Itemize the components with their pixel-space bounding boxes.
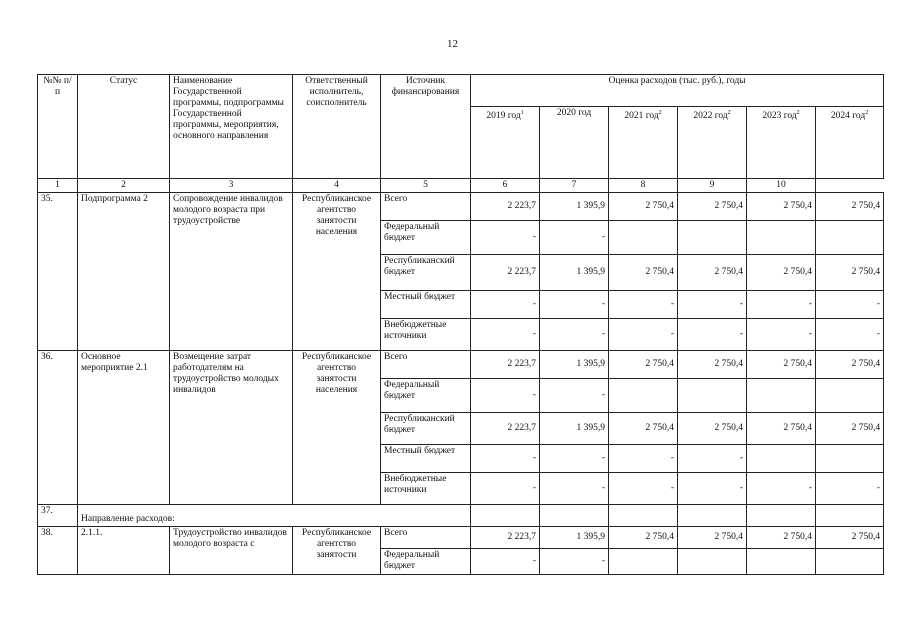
row-value: 2 223,7 (471, 193, 540, 221)
row-value: 2 750,4 (816, 413, 884, 445)
row-value: - (816, 473, 884, 505)
row-source: Республиканский бюджет (381, 413, 471, 445)
row-executor: Республиканское агентство занятости населения (293, 193, 381, 351)
header-year-label: 2019 год (486, 111, 521, 122)
row-source: Внебюджетные источники (381, 473, 471, 505)
header-year (747, 107, 816, 179)
row-source: Местный бюджет (381, 291, 471, 319)
header-year (471, 107, 540, 179)
row-value (816, 549, 884, 575)
row-value: 2 750,4 (678, 413, 747, 445)
row-number: 37. (38, 505, 78, 527)
row-value: 2 750,4 (747, 527, 816, 549)
budget-table (37, 74, 884, 575)
row-value: 2 750,4 (609, 413, 678, 445)
header-status: Статус (78, 75, 170, 179)
row-value: 1 395,9 (540, 255, 609, 291)
row-value (540, 505, 609, 527)
row-value: - (609, 473, 678, 505)
row-value (609, 505, 678, 527)
row-name: Сопровождение инвалидов молодого возраста при трудоустройстве (170, 193, 293, 351)
row-source: Всего (381, 193, 471, 221)
header-year-footnote: 2 (796, 110, 800, 116)
row-value: - (471, 549, 540, 575)
row-value: - (471, 445, 540, 473)
header-year-label: 2023 год (762, 111, 797, 122)
column-number: 9 (678, 179, 747, 193)
row-status: Основное мероприятие 2.1 (78, 351, 170, 505)
header-year-label: 2024 год (830, 111, 866, 122)
header-year (816, 107, 884, 179)
row-value: 2 750,4 (609, 351, 678, 379)
row-value (816, 221, 884, 255)
header-num: №№ п/п (38, 75, 78, 179)
row-value (747, 505, 816, 527)
row-value: 1 395,9 (540, 527, 609, 549)
row-value: 2 750,4 (609, 193, 678, 221)
column-number: 1 (38, 179, 78, 193)
column-number: 6 (471, 179, 540, 193)
row-value: 2 223,7 (471, 527, 540, 549)
header-year-label: 2021 год (624, 111, 659, 122)
row-value: - (747, 291, 816, 319)
row-value: - (816, 319, 884, 351)
row-status: Подпрограмма 2 (78, 193, 170, 351)
row-value: - (471, 473, 540, 505)
header-year (540, 107, 609, 179)
row-value: 2 750,4 (816, 193, 884, 221)
header-costs: Оценка расходов (тыс. руб.), годы (471, 75, 884, 107)
table-row (38, 193, 884, 221)
header-year-label: 2020 год (556, 108, 592, 118)
row-value (609, 221, 678, 255)
row-value: 2 750,4 (747, 351, 816, 379)
row-value: - (747, 319, 816, 351)
column-number: 3 (170, 179, 293, 193)
row-value: 1 395,9 (540, 193, 609, 221)
row-value: - (678, 291, 747, 319)
header-year (678, 107, 747, 179)
table-row (38, 505, 884, 527)
row-value: 2 750,4 (678, 193, 747, 221)
row-value: - (678, 319, 747, 351)
row-value (471, 505, 540, 527)
row-value: - (609, 445, 678, 473)
header-name: Наименование Государственной программы, подпрограммы Государственной программы, мероприятия, основного направления (170, 75, 293, 179)
row-value: 2 750,4 (816, 255, 884, 291)
row-value: - (540, 445, 609, 473)
row-value: - (471, 319, 540, 351)
row-number: 38. (38, 527, 78, 575)
row-value: - (747, 473, 816, 505)
column-number: 10 (747, 179, 816, 193)
row-value: 2 223,7 (471, 255, 540, 291)
header-year-label: 2022 год (693, 111, 728, 122)
row-value: - (540, 473, 609, 505)
header-year (609, 107, 678, 179)
header-year-footnote: 2 (865, 110, 869, 116)
row-value: 1 395,9 (540, 351, 609, 379)
row-source: Местный бюджет (381, 445, 471, 473)
column-number: 4 (293, 179, 381, 193)
row-value (747, 379, 816, 413)
row-executor: Республиканское агентство занятости (293, 527, 381, 575)
column-number: 2 (78, 179, 170, 193)
row-source: Всего (381, 351, 471, 379)
row-direction: Направление расходов: (78, 505, 471, 527)
row-value: - (471, 379, 540, 413)
row-value: 2 750,4 (678, 255, 747, 291)
row-value: 2 750,4 (678, 351, 747, 379)
row-value: 2 750,4 (747, 193, 816, 221)
row-source: Федеральный бюджет (381, 221, 471, 255)
page-number: 12 (447, 38, 458, 50)
table-row (38, 351, 884, 379)
row-source: Внебюджетные источники (381, 319, 471, 351)
header-year-footnote: 2 (727, 110, 731, 116)
row-value: - (816, 291, 884, 319)
row-value: - (540, 549, 609, 575)
row-value: 2 750,4 (678, 527, 747, 549)
header-executor: Ответственный исполнитель, соисполнитель (293, 75, 381, 179)
row-value (816, 445, 884, 473)
row-value: 2 750,4 (609, 255, 678, 291)
row-value: - (678, 473, 747, 505)
row-value: 2 750,4 (816, 351, 884, 379)
table-row (38, 527, 884, 549)
row-value: - (609, 319, 678, 351)
row-value: 2 223,7 (471, 351, 540, 379)
row-value (747, 549, 816, 575)
row-value: 2 223,7 (471, 413, 540, 445)
row-value: 2 750,4 (747, 413, 816, 445)
row-value (816, 505, 884, 527)
row-value: - (540, 291, 609, 319)
row-value: 2 750,4 (747, 255, 816, 291)
column-number: 8 (609, 179, 678, 193)
header-year-footnote: 2 (658, 110, 662, 116)
row-value (609, 379, 678, 413)
row-value: - (540, 379, 609, 413)
column-number: 7 (540, 179, 609, 193)
row-value (609, 549, 678, 575)
header-year-footnote: 1 (520, 110, 524, 116)
row-value: - (471, 291, 540, 319)
row-value (816, 379, 884, 413)
row-source: Федеральный бюджет (381, 549, 471, 575)
row-name: Возмещение затрат работодателям на трудоустройство молодых инвалидов (170, 351, 293, 505)
row-value: - (540, 319, 609, 351)
column-number: 5 (381, 179, 471, 193)
row-status: 2.1.1. (78, 527, 170, 575)
row-executor: Республиканское агентство занятости населения (293, 351, 381, 505)
row-value (678, 379, 747, 413)
row-value: - (540, 221, 609, 255)
row-value (747, 445, 816, 473)
row-value (678, 221, 747, 255)
header-source: Источник финансирования (381, 75, 471, 179)
row-value: - (678, 445, 747, 473)
row-value: - (609, 291, 678, 319)
row-value: 2 750,4 (816, 527, 884, 549)
row-value: 1 395,9 (540, 413, 609, 445)
row-number: 35. (38, 193, 78, 351)
row-value: - (471, 221, 540, 255)
row-number: 36. (38, 351, 78, 505)
row-value (747, 221, 816, 255)
row-value: 2 750,4 (609, 527, 678, 549)
row-source: Федеральный бюджет (381, 379, 471, 413)
row-value (678, 549, 747, 575)
row-source: Всего (381, 527, 471, 549)
row-value (678, 505, 747, 527)
row-name: Трудоустройство инвалидов молодого возраста с (170, 527, 293, 575)
row-source: Республиканский бюджет (381, 255, 471, 291)
